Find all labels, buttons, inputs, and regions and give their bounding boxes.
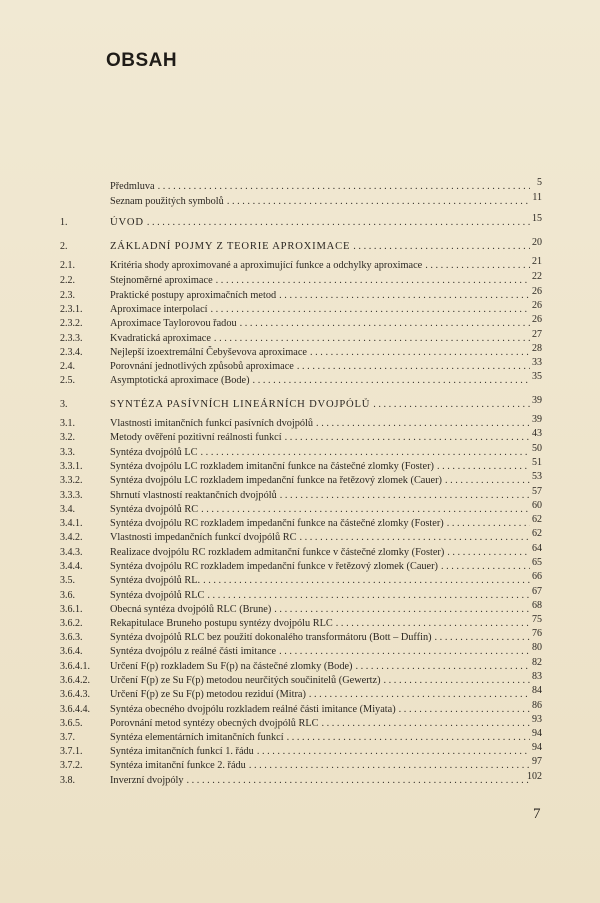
toc-entry-page: 67 — [532, 586, 542, 597]
toc-entry-number: 3.6.4.4. — [60, 704, 90, 715]
toc-entry-page: 11 — [532, 192, 542, 203]
toc-entry-title: Určení F(p) ze Su F(p) metodou reziduí (Mitra) — [110, 689, 306, 700]
dot-leader — [214, 332, 530, 346]
toc-entry — [0, 543, 600, 560]
toc-entry-number: 3.3.2. — [60, 475, 83, 486]
toc-entry-page: 94 — [532, 728, 542, 739]
toc-entry-title: ZÁKLADNÍ POJMY Z TEORIE APROXIMACE — [110, 241, 351, 252]
toc-entry — [0, 600, 600, 617]
toc-entry — [0, 286, 600, 303]
toc-entry-number: 3.4.3. — [60, 547, 83, 558]
toc-entry-number: 2.3.1. — [60, 304, 83, 315]
toc-entry — [0, 657, 600, 674]
dot-leader — [437, 460, 530, 474]
toc-entry-page: 39 — [532, 395, 542, 406]
dot-leader — [447, 546, 530, 560]
toc-entry-title: Syntéza dvojpólu LC rozkladem impedanční funkce na řetězový zlomek (Cauer) — [110, 475, 442, 486]
toc-entry-number: 2.3.4. — [60, 347, 83, 358]
toc-entry-line — [110, 745, 530, 759]
toc-entry — [0, 414, 600, 431]
toc-entry-title: Aproximace Taylorovou řadou — [110, 318, 237, 329]
toc-entry — [0, 728, 600, 745]
toc-entry — [0, 614, 600, 631]
page-title: OBSAH — [106, 50, 178, 71]
dot-leader — [435, 631, 530, 645]
dot-leader — [227, 195, 530, 209]
toc-entry-number: 3.4. — [60, 504, 75, 515]
toc-entry-title: Vlastnosti impedančních funkcí dvojpólů RC — [110, 532, 297, 543]
toc-entry-line — [110, 289, 530, 303]
page-number: 7 — [533, 806, 541, 822]
dot-leader — [297, 360, 530, 374]
toc-entry-number: 3.6. — [60, 590, 75, 601]
toc-entry — [0, 671, 600, 688]
toc-entry — [0, 314, 600, 331]
toc-entry-title: Syntéza imitanční funkce 2. řádu — [110, 760, 246, 771]
toc-entry-page: 57 — [532, 486, 542, 497]
dot-leader — [207, 589, 530, 603]
toc-entry-number: 2.3. — [60, 290, 75, 301]
toc-entry — [0, 256, 600, 273]
toc-entry-line — [110, 717, 530, 731]
toc-entry-page: 93 — [532, 714, 542, 725]
toc-entry-line — [110, 603, 530, 617]
toc-entry-page: 5 — [537, 177, 542, 188]
toc-entry-page: 26 — [532, 300, 542, 311]
toc-entry-number: 2.2. — [60, 275, 75, 286]
toc-entry — [0, 428, 600, 445]
toc-entry-number: 3.1. — [60, 418, 75, 429]
toc-entry-title: Syntéza dvojpólu LC rozkladem imitanční funkce na částečné zlomky (Foster) — [110, 461, 434, 472]
toc-entry-title: Syntéza dvojpólu RC rozkladem impedanční funkce v řetězový zlomek (Cauer) — [110, 561, 438, 572]
toc-entry-title: Syntéza dvojpólů RC — [110, 504, 199, 515]
toc-entry — [0, 300, 600, 317]
toc-entry-page: 60 — [532, 500, 542, 511]
dot-leader — [203, 574, 530, 588]
toc-entry — [0, 371, 600, 388]
toc-entry-title: Porovnání metod syntézy obecných dvojpólů RLC — [110, 718, 319, 729]
toc-entry-title: Předmluva — [110, 181, 155, 192]
toc-entry-line — [110, 360, 530, 374]
toc-entry-page: 86 — [532, 700, 542, 711]
toc-entry — [0, 343, 600, 360]
toc-entry — [0, 514, 600, 531]
dot-leader — [249, 759, 530, 773]
toc-entry — [0, 471, 600, 488]
toc-entry-number: 3.3. — [60, 447, 75, 458]
toc-entry-page: 80 — [532, 642, 542, 653]
toc-entry-line — [110, 560, 530, 574]
toc-entry-title: Syntéza dvojpólů LC — [110, 447, 198, 458]
dot-leader — [274, 603, 530, 617]
toc-entry-line — [110, 417, 530, 431]
toc-entry-number: 3.7.1. — [60, 746, 83, 757]
toc-entry — [0, 586, 600, 603]
toc-entry-line — [110, 216, 530, 230]
dot-leader — [211, 303, 531, 317]
toc-entry-line — [110, 346, 530, 360]
toc-entry-number: 3.6.5. — [60, 718, 83, 729]
dot-leader — [279, 645, 530, 659]
toc-entry-title: Inverzní dvojpóly — [110, 775, 184, 786]
toc-entry — [0, 771, 600, 788]
toc-entry-title: Určení F(p) ze Su F(p) metodou neurčitých součinitelů (Gewertz) — [110, 675, 381, 686]
toc-entry-line — [110, 431, 530, 445]
toc-entry-line — [110, 574, 530, 588]
toc-entry-line — [110, 240, 530, 254]
toc-entry — [0, 557, 600, 574]
toc-entry — [0, 192, 600, 209]
toc-entry-number: 3. — [60, 399, 68, 410]
toc-entry-line — [110, 731, 530, 745]
toc-entry-title: Syntéza dvojpólu z reálné části imitance — [110, 646, 277, 657]
toc-entry-number: 3.4.4. — [60, 561, 83, 572]
toc-entry-line — [110, 398, 530, 412]
toc-entry — [0, 685, 600, 702]
toc-entry-page: 35 — [532, 371, 542, 382]
toc-entry-line — [110, 531, 530, 545]
dot-leader — [280, 489, 530, 503]
dot-leader — [279, 289, 530, 303]
dot-leader — [299, 531, 530, 545]
toc-entry-title: Syntéza obecného dvojpólu rozkladem reálné části imitance (Miyata) — [110, 704, 396, 715]
dot-leader — [147, 216, 530, 230]
toc-entry-line — [110, 546, 530, 560]
toc-entry-page: 50 — [532, 443, 542, 454]
toc-entry-title: Metody ověření pozitivní reálnosti funkcí — [110, 432, 282, 443]
dot-leader — [216, 274, 530, 288]
toc-entry-title: Syntéza imitančních funkcí 1. řádu — [110, 746, 254, 757]
toc-entry-title: Nejlepší izoextremální Čebyševova aproximace — [110, 347, 307, 358]
dot-leader — [158, 180, 530, 194]
toc-entry-page: 65 — [532, 557, 542, 568]
toc-entry-line — [110, 774, 530, 788]
toc-entry-line — [110, 703, 530, 717]
toc-entry-title: Vlastnosti imitančních funkcí pasívních dvojpólů — [110, 418, 314, 429]
toc-entry-title: Praktické postupy aproximačních metod — [110, 290, 277, 301]
toc-entry-number: 3.6.4. — [60, 646, 83, 657]
toc-entry-number: 3.6.4.1. — [60, 661, 90, 672]
toc-entry-line — [110, 688, 530, 702]
toc-entry-line — [110, 195, 530, 209]
toc-entry-number: 3.3.1. — [60, 461, 83, 472]
toc-entry-title: Kvadratická aproximace — [110, 333, 211, 344]
dot-leader — [399, 703, 530, 717]
toc-entry — [0, 357, 600, 374]
toc-entry-number: 2.5. — [60, 375, 75, 386]
toc-entry — [0, 628, 600, 645]
toc-entry-line — [110, 259, 530, 273]
toc-entry-page: 27 — [532, 329, 542, 340]
toc-entry-page: 39 — [532, 414, 542, 425]
toc-entry-page: 15 — [532, 213, 542, 224]
toc-entry-page: 97 — [532, 756, 542, 767]
toc-entry-line — [110, 317, 530, 331]
dot-leader — [441, 560, 530, 574]
toc-entry-title: ÚVOD — [110, 217, 144, 228]
toc-entry-title: Aproximace interpolací — [110, 304, 208, 315]
toc-entry-page: 22 — [532, 271, 542, 282]
toc-entry-page: 43 — [532, 428, 542, 439]
dot-leader — [287, 731, 530, 745]
toc-entry-number: 3.8. — [60, 775, 75, 786]
toc-entry-line — [110, 617, 530, 631]
toc-entry-number: 2.1. — [60, 260, 75, 271]
toc-entry-page: 53 — [532, 471, 542, 482]
toc-entry — [0, 271, 600, 288]
toc-entry-title: Kritéria shody aproximované a aproximující funkce a odchylky aproximace — [110, 260, 423, 271]
toc-entry-title: Určení F(p) rozkladem Su F(p) na částečné zlomky (Bode) — [110, 661, 353, 672]
toc-entry — [0, 742, 600, 759]
toc-entry-number: 3.4.2. — [60, 532, 83, 543]
toc-entry-title: Syntéza elementárních imitančních funkcí — [110, 732, 284, 743]
toc-entry-number: 2.3.3. — [60, 333, 83, 344]
toc-entry-line — [110, 674, 530, 688]
toc-entry-page: 76 — [532, 628, 542, 639]
toc-entry-number: 3.3.3. — [60, 490, 83, 501]
toc-entry — [0, 486, 600, 503]
toc-entry-number: 3.6.2. — [60, 618, 83, 629]
toc-entry — [0, 700, 600, 717]
toc-entry-line — [110, 274, 530, 288]
dot-leader — [384, 674, 531, 688]
toc-entry-number: 3.6.3. — [60, 632, 83, 643]
dot-leader — [373, 398, 530, 412]
toc-entry-line — [110, 503, 530, 517]
toc-entry-line — [110, 332, 530, 346]
toc-entry-page: 83 — [532, 671, 542, 682]
toc-entry — [0, 457, 600, 474]
dot-leader — [285, 431, 530, 445]
toc-entry-page: 20 — [532, 237, 542, 248]
toc-entry-line — [110, 489, 530, 503]
toc-entry-page: 51 — [532, 457, 542, 468]
toc-entry-line — [110, 460, 530, 474]
toc-entry-title: Shrnutí vlastností reaktančních dvojpólů — [110, 490, 277, 501]
toc-entry-number: 2.4. — [60, 361, 75, 372]
toc-entry — [0, 571, 600, 588]
toc-entry — [0, 443, 600, 460]
toc-entry-page: 102 — [527, 771, 542, 782]
toc-entry-number: 3.7.2. — [60, 760, 83, 771]
toc-entry-line — [110, 660, 530, 674]
toc-entry — [0, 329, 600, 346]
dot-leader — [321, 717, 530, 731]
dot-leader — [253, 374, 530, 388]
toc-entry-number: 2. — [60, 241, 68, 252]
toc-entry — [0, 756, 600, 773]
toc-entry-title: Realizace dvojpólu RC rozkladem admitanční funkce v částečné zlomky (Foster) — [110, 547, 445, 558]
toc-entry-page: 62 — [532, 528, 542, 539]
toc-entry-page: 68 — [532, 600, 542, 611]
toc-entry-line — [110, 180, 530, 194]
dot-leader — [355, 660, 530, 674]
toc-entry-page: 26 — [532, 314, 542, 325]
toc-entry — [0, 528, 600, 545]
toc-entry-title: Syntéza dvojpólů RL. — [110, 575, 201, 586]
toc-entry-page: 26 — [532, 286, 542, 297]
toc-entry-line — [110, 631, 530, 645]
toc-entry-line — [110, 645, 530, 659]
toc-entry-number: 3.6.4.2. — [60, 675, 90, 686]
toc-entry-title: Asymptotická aproximace (Bode) — [110, 375, 250, 386]
dot-leader — [309, 688, 530, 702]
toc-entry-number: 3.5. — [60, 575, 75, 586]
toc-entry-title: Obecná syntéza dvojpólů RLC (Brune) — [110, 604, 272, 615]
toc-entry-number: 3.2. — [60, 432, 75, 443]
toc-entry-title: Seznam použitých symbolů — [110, 196, 224, 207]
dot-leader — [316, 417, 530, 431]
toc-entry-line — [110, 759, 530, 773]
dot-leader — [310, 346, 530, 360]
toc-entry-number: 1. — [60, 217, 68, 228]
toc-entry — [0, 213, 600, 230]
toc-entry-title: Rekapitulace Bruneho postupu syntézy dvojpólu RLC — [110, 618, 333, 629]
toc-entry-page: 62 — [532, 514, 542, 525]
toc-entry-number: 2.3.2. — [60, 318, 83, 329]
toc-entry-page: 94 — [532, 742, 542, 753]
toc-entry-page: 21 — [532, 256, 542, 267]
dot-leader — [257, 745, 530, 759]
dot-leader — [201, 503, 530, 517]
dot-leader — [447, 517, 530, 531]
toc-entry-title: Syntéza dvojpólů RLC bez použití dokonalého transformátoru (Bott – Duffin) — [110, 632, 432, 643]
toc-entry-page: 28 — [532, 343, 542, 354]
toc-entry — [0, 714, 600, 731]
toc-entry-title: Stejnoměrné aproximace — [110, 275, 213, 286]
toc-entry-line — [110, 474, 530, 488]
toc-entry-number: 3.6.4.3. — [60, 689, 90, 700]
toc-entry-title: Porovnání jednotlivých způsobů aproximace — [110, 361, 294, 372]
dot-leader — [240, 317, 530, 331]
toc-entry — [0, 177, 600, 194]
dot-leader — [445, 474, 530, 488]
toc-entry-page: 84 — [532, 685, 542, 696]
dot-leader — [336, 617, 530, 631]
toc-entry-line — [110, 517, 530, 531]
toc-entry — [0, 642, 600, 659]
toc-entry-title: Syntéza dvojpólů RLC — [110, 590, 205, 601]
toc-entry-page: 66 — [532, 571, 542, 582]
toc-entry-page: 64 — [532, 543, 542, 554]
toc-entry-page: 82 — [532, 657, 542, 668]
toc-entry-line — [110, 374, 530, 388]
toc-entry-line — [110, 303, 530, 317]
dot-leader — [353, 240, 530, 254]
toc-entry-line — [110, 446, 530, 460]
toc-entry-page: 33 — [532, 357, 542, 368]
toc-entry-number: 3.4.1. — [60, 518, 83, 529]
toc-entry-title: SYNTÉZA PASÍVNÍCH LINEÁRNÍCH DVOJPÓLŮ — [110, 399, 371, 410]
toc-entry — [0, 500, 600, 517]
toc-entry-number: 3.7. — [60, 732, 75, 743]
toc-entry-line — [110, 589, 530, 603]
dot-leader — [201, 446, 530, 460]
toc-entry — [0, 395, 600, 412]
toc-entry-number: 3.6.1. — [60, 604, 83, 615]
dot-leader — [425, 259, 530, 273]
toc-entry — [0, 237, 600, 254]
toc-entry-title: Syntéza dvojpólu RC rozkladem impedanční funkce na částečné zlomky (Foster) — [110, 518, 444, 529]
dot-leader — [187, 774, 531, 788]
toc-entry-page: 75 — [532, 614, 542, 625]
